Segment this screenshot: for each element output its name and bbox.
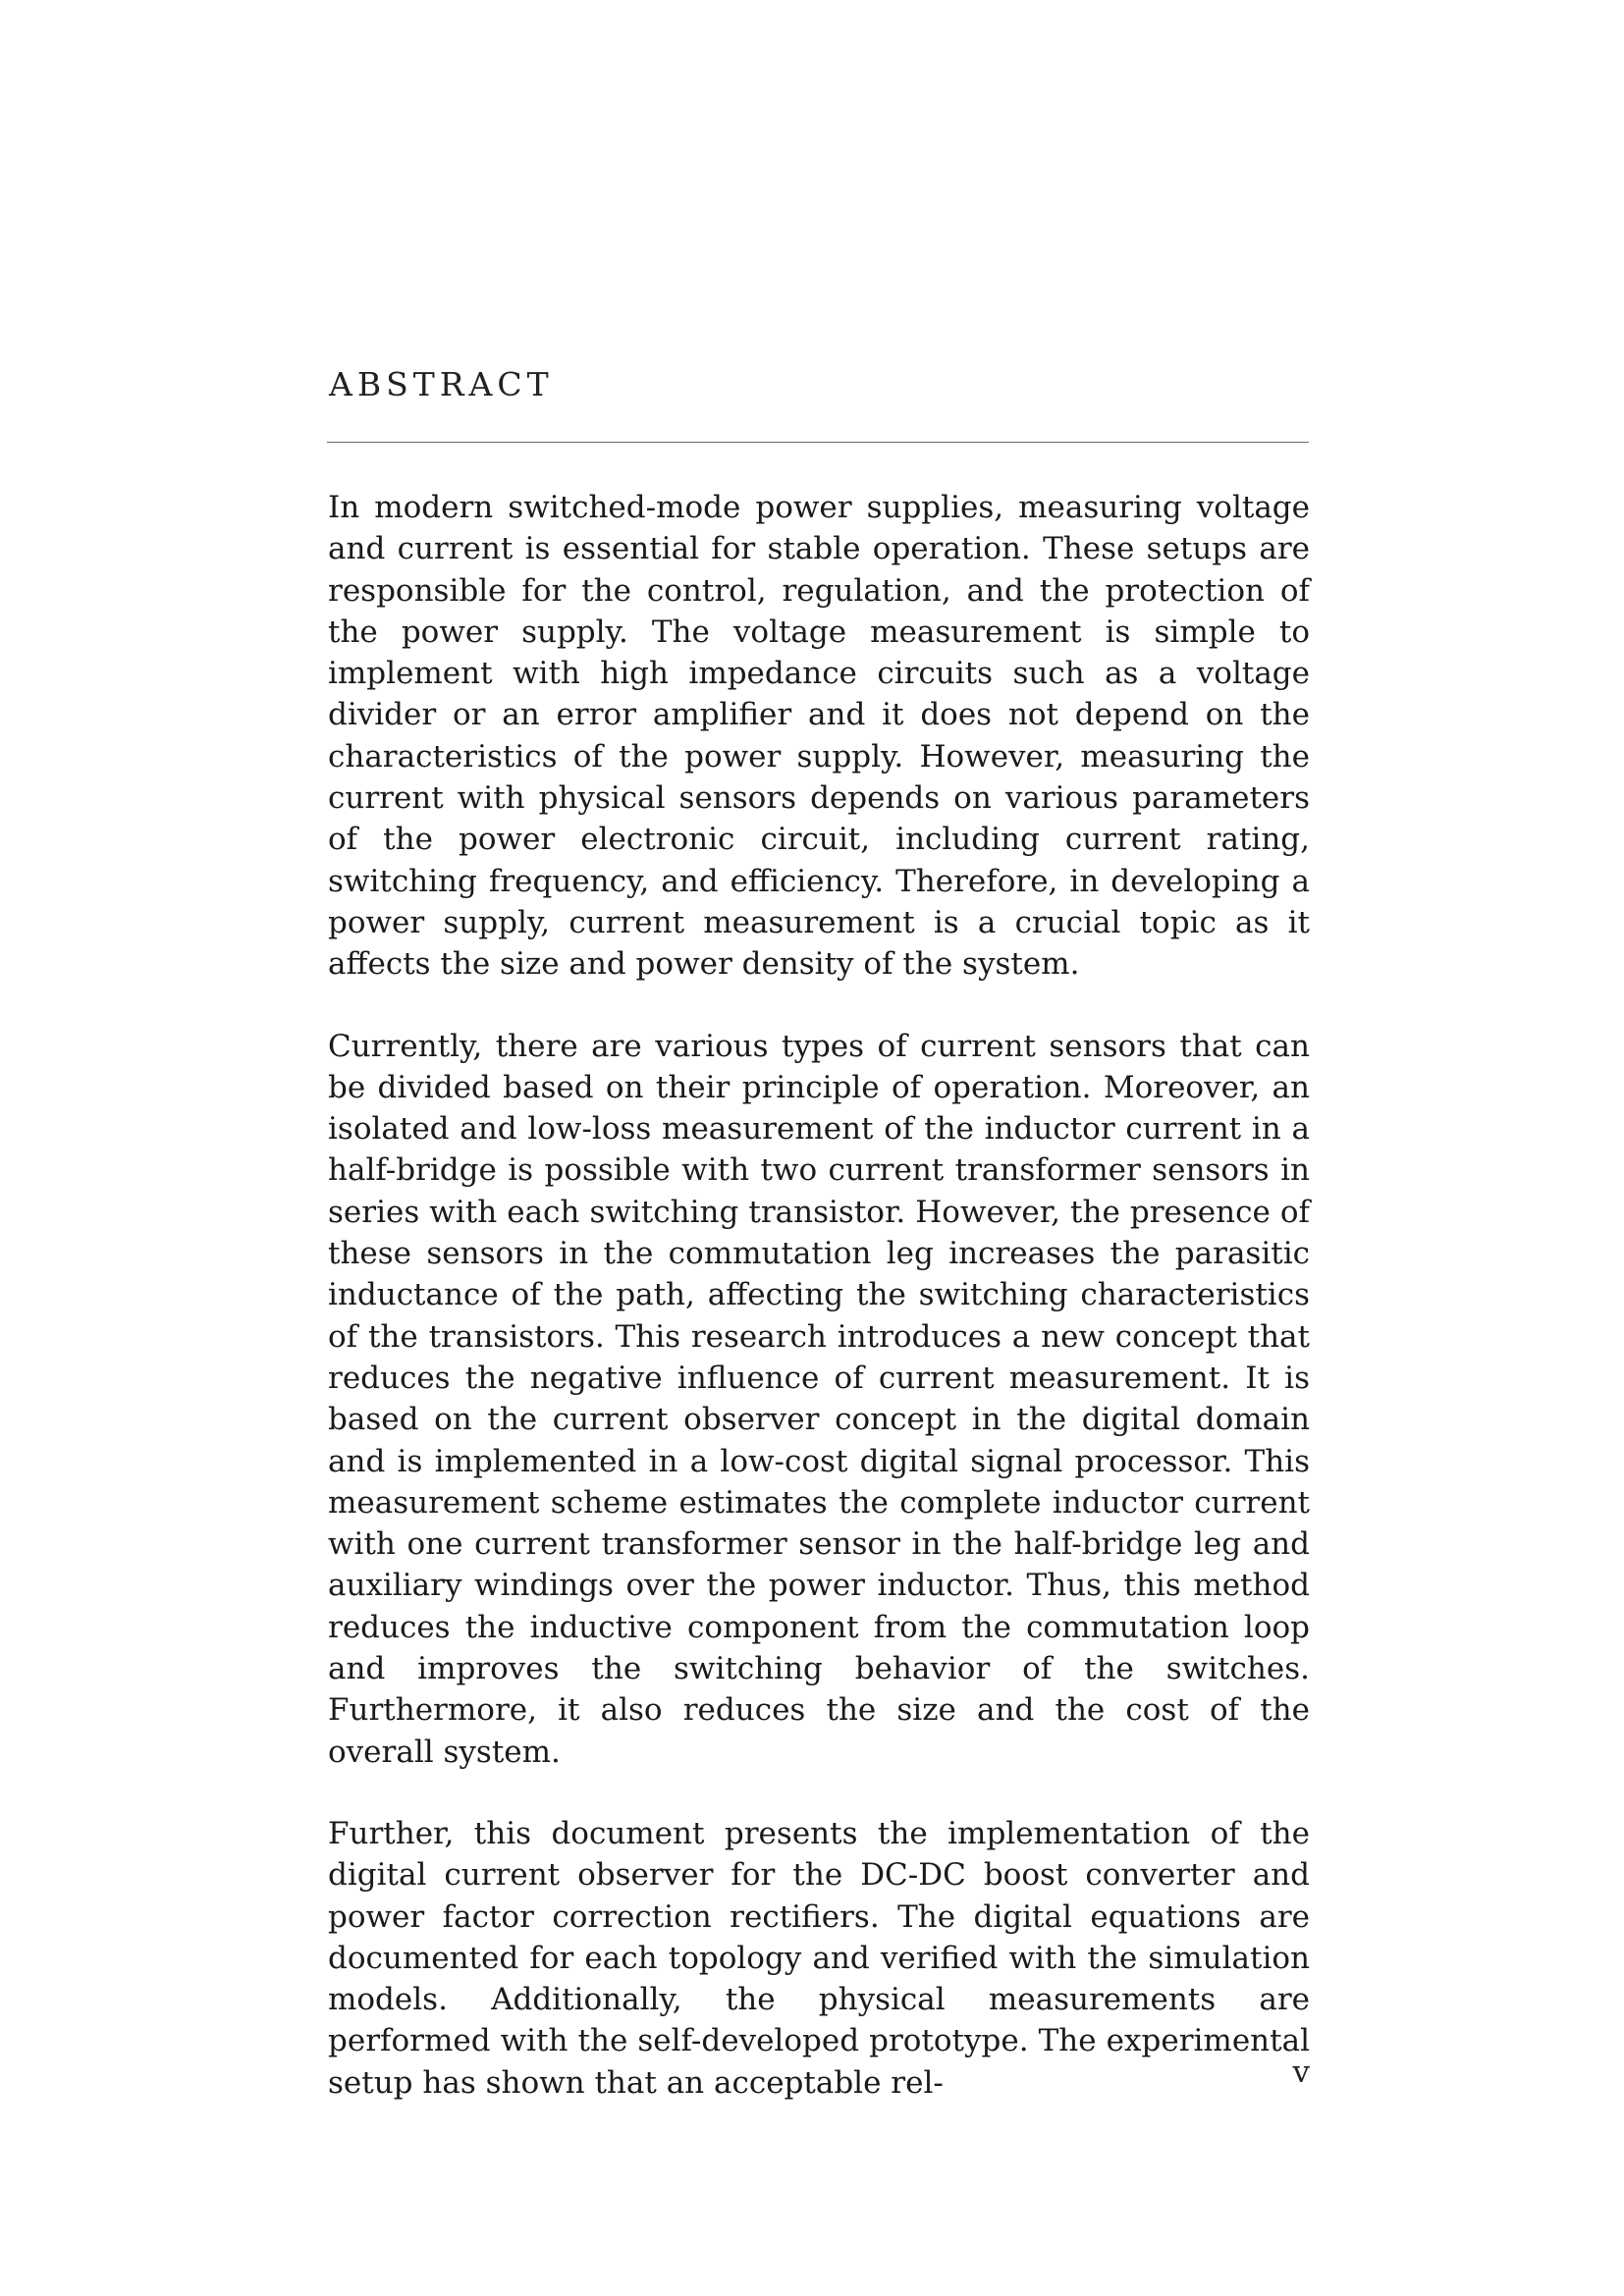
abstract-body xyxy=(328,487,1310,2144)
paragraph-1: In modern switched-mode power supplies, measuring voltage and current is essential for stable operation. These setups are responsible for the control, regulation, and the protection of the power supply. The voltage measurement is simple to implement with high impedance circuits such as a voltage divider or an error amplifier and it does not depend on the characteristics of the power supply. However, measuring the current with physical sensors depends on various parameters of the power electronic circuit, including current rating, switching frequency, and efficiency. Therefore, in developing a power supply, current measurement is a crucial topic as it affects the size and power density of the system. xyxy=(328,490,1310,983)
heading-divider xyxy=(327,442,1309,443)
section-heading: ABSTRACT xyxy=(329,365,554,403)
paragraph-2: Currently, there are various types of current sensors that can be divided based on their principle of operation. Moreover, an isolated and low-loss measurement of the inductor current in a half-bridge is possible with two current transformer sensors in series with each switching transistor. However, the presence of these sensors in the commutation leg increases the parasitic inductance of the path, affecting the switching characteristics of the transistors. This research introduces a new concept that reduces the negative influence of current measurement. It is based on the current observer concept in the digital domain and is implemented in a low-cost digital signal processor. This measurement scheme estimates the complete inductor current with one current transformer sensor in the half-bridge leg and auxiliary windings over the power inductor. Thus, this method reduces the inductive component from the commutation loop and improves the switching behavior of the switches. Furthermore, it also reduces the size and the cost of the overall system. xyxy=(328,1028,1310,1770)
page-number: v xyxy=(1292,2055,1310,2090)
paragraph-3: Further, this document presents the implementation of the digital current observer for the DC-DC boost converter and power factor correction rectifiers. The digital equations are documented for each topology and verified with the simulation models. Additionally, the physical measurements are performed with the self-developed prototype. The experimental setup has shown that an acceptable rel- xyxy=(328,1815,1310,2101)
